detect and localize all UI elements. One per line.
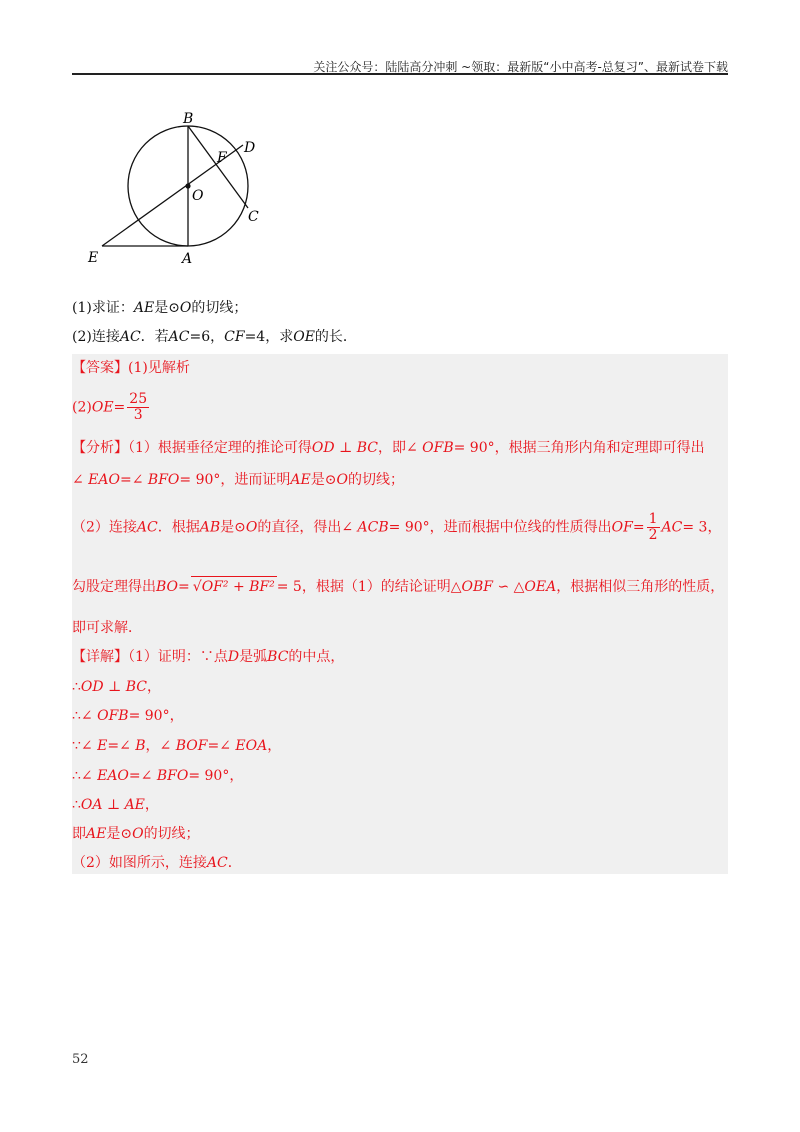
detail-line-2: ∴OD ⊥ BC， <box>72 679 161 695</box>
label-b: B <box>183 111 194 127</box>
label-a: A <box>182 251 193 267</box>
detail-line-5: ∴∠ EAO=∠ BFO= 90°， <box>72 768 244 784</box>
sqrt-expression: √OF² + BF² <box>191 576 277 597</box>
geometry-figure <box>80 105 280 275</box>
detail-line-1: 【详解】（1）证明：∵点D是弧BC的中点， <box>72 649 345 665</box>
label-f: F <box>217 150 227 166</box>
question-1: (1)求证：AE是⊙O的切线； <box>72 300 248 316</box>
fraction-1-2: $\frac{1}{2}$ <box>648 511 658 543</box>
detail-line-3: ∴∠ OFB= 90°， <box>72 708 184 724</box>
page-header: 关注公众号：陆陆高分冲刺 ~领取：最新版“小中高考-总复习”、最新试卷下载 <box>313 60 728 74</box>
label-c: C <box>248 209 259 225</box>
label-d: D <box>244 140 256 156</box>
analysis-line-3: （2）连接AC．根据AB是⊙O的直径，得出∠ ACB= 90°，进而根据中位线的性质得出OF= $\frac{1}{2}$ AC= 3， <box>72 511 722 543</box>
answer-line-2: (2)OE= $\frac{25}{3}$ <box>72 391 148 423</box>
label-e: E <box>88 250 99 266</box>
detail-line-7: 即AE是⊙O的切线； <box>72 826 200 842</box>
fraction-25-3: $\frac{25}{3}$ <box>129 391 148 423</box>
detail-line-6: ∴OA ⊥ AE， <box>72 797 159 813</box>
question-2: (2)连接AC．若AC=6，CF=4，求OE的长． <box>72 329 357 345</box>
detail-line-4: ∵∠ E=∠ B，∠ BOF=∠ EOA， <box>72 738 282 754</box>
analysis-line-2: ∠ EAO=∠ BFO= 90°，进而证明AE是⊙O的切线； <box>72 472 404 488</box>
header-rule <box>72 73 728 75</box>
label-o: O <box>192 188 204 204</box>
analysis-line-5: 即可求解． <box>72 620 142 636</box>
answer-line-1: 【答案】(1)见解析 <box>72 360 190 376</box>
solution-box <box>72 354 728 874</box>
analysis-line-1: 【分析】（1）根据垂径定理的推论可得OD ⊥ BC，即∠ OFB= 90°，根据三角形内角和定理即可得出 <box>72 440 705 456</box>
analysis-line-4: 勾股定理得出BO= √OF² + BF² = 5，根据（1）的结论证明△OBF ∽ △OEA，根据相似三角形的性质， <box>72 576 724 597</box>
center-point <box>185 183 190 188</box>
detail-line-8: （2）如图所示，连接AC． <box>72 855 242 871</box>
page-number: 52 <box>72 1052 89 1067</box>
